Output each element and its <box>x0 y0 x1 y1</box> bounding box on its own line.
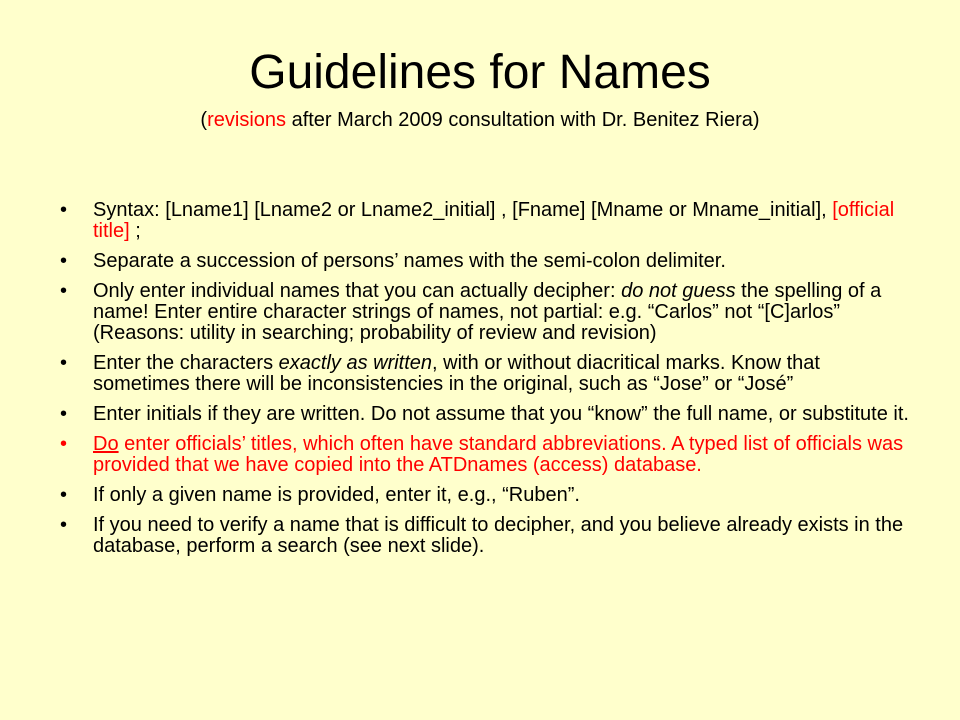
bullet-syntax <box>60 200 920 242</box>
bullet-dot: • <box>60 280 68 302</box>
bullet-initials <box>60 404 920 425</box>
exactly-a: Enter the characters <box>93 352 279 374</box>
title-block <box>0 44 960 132</box>
verify-text: If you need to verify a name that is difficult to decipher, and you believe already exists in the database, perform a search (see next slide). <box>93 514 904 557</box>
bullet-list <box>60 200 920 566</box>
bullet-given-name <box>60 485 920 506</box>
officials-rest: enter officials’ titles, which often have standard abbreviations. A typed list of officials was provided that we have copied into the ATDnames (access) database. <box>93 433 904 476</box>
only-enter-a: Only enter individual names that you can actually decipher: <box>93 280 622 302</box>
bullet-dot: • <box>60 484 68 506</box>
bullet-dot: • <box>60 250 68 272</box>
bullet-verify <box>60 515 920 557</box>
bullet-dot: • <box>60 352 68 374</box>
syntax-official-title: [official title] <box>93 199 895 242</box>
bullet-dot: • <box>60 199 68 221</box>
slide-subtitle <box>0 108 960 132</box>
given-name-text: If only a given name is provided, enter it, e.g., “Ruben”. <box>93 484 580 506</box>
bullet-dot: • <box>60 433 68 455</box>
bullet-separate <box>60 251 920 272</box>
bullet-officials <box>60 434 920 476</box>
bullet-only-enter <box>60 281 920 344</box>
bullet-dot: • <box>60 514 68 536</box>
bullet-dot: • <box>60 403 68 425</box>
subtitle-open-paren: ( <box>200 109 208 131</box>
only-enter-b: the spelling of a name! Enter entire character strings of names, not partial: e.g. “Carlos” not “[C]arlos” (Reasons: utility in searching; probability of review and revision) <box>93 280 882 344</box>
bullet-exactly <box>60 353 920 395</box>
exactly-italic: exactly as written <box>278 352 433 374</box>
exactly-b: , with or without diacritical marks. Know that sometimes there will be inconsistencies in the original, such as “Jose” or “José” <box>93 352 820 395</box>
only-enter-italic: do not guess <box>621 280 736 302</box>
officials-underlined: Do <box>93 433 119 455</box>
slide-title: Guidelines for Names <box>249 46 711 99</box>
syntax-end: ; <box>129 220 141 242</box>
separate-text: Separate a succession of persons’ names with the semi-colon delimiter. <box>93 250 726 272</box>
initials-text: Enter initials if they are written. Do not assume that you “know” the full name, or substitute it. <box>93 403 909 425</box>
syntax-text: Syntax: [Lname1] [Lname2 or Lname2_initial] , [Fname] [Mname or Mname_initial], <box>93 199 833 221</box>
subtitle-highlight: revisions <box>207 109 287 131</box>
subtitle-rest: after March 2009 consultation with Dr. Benitez Riera) <box>286 109 760 131</box>
